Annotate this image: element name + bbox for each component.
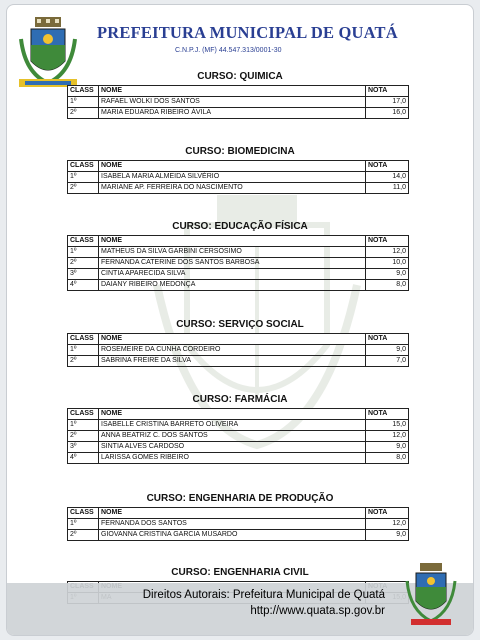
course-title: CURSO: EDUCAÇÃO FÍSICA [172,221,308,232]
cell-name: ROSEMEIRE DA CUNHA CORDEIRO [99,345,366,356]
header-name: NOME [99,508,366,519]
course-title: CURSO: SERVIÇO SOCIAL [176,319,304,330]
cell-name: MARIA EDUARDA RIBEIRO ÁVILA [99,108,366,119]
header-class: CLASS [68,161,99,172]
cell-grade: 9,0 [366,530,409,541]
cell-name: ANNA BEATRIZ C. DOS SANTOS [99,431,366,442]
cell-grade: 12,0 [366,519,409,530]
cell-class: 4º [68,280,99,291]
course-table [67,507,409,541]
cell-name: MARIANE AP. FERREIRA DO NASCIMENTO [99,183,366,194]
cell-name: ISABELLE CRISTINA BARRETO OLIVEIRA [99,420,366,431]
cell-class: 3º [68,442,99,453]
cell-grade: 12,0 [366,431,409,442]
cell-grade: 8,0 [366,453,409,464]
cell-name: FERNANDA DOS SANTOS [99,519,366,530]
course-table [67,160,409,194]
table-header-row [68,161,409,172]
table-row [68,453,409,464]
cell-name: CINTIA APARECIDA SILVA [99,269,366,280]
table-row [68,269,409,280]
cell-name: SINTIA ALVES CARDOSO [99,442,366,453]
table-row [68,97,409,108]
table-row [68,247,409,258]
course-title: CURSO: FARMÁCIA [192,394,288,405]
header-class: CLASS [68,508,99,519]
cell-grade: 9,0 [366,442,409,453]
cell-grade: 12,0 [366,247,409,258]
table-row [68,280,409,291]
cell-grade: 8,0 [366,280,409,291]
cell-class: 1º [68,172,99,183]
cell-name: FERNANDA CATERINE DOS SANTOS BARBOSA [99,258,366,269]
table-row [68,356,409,367]
table-header-row [68,86,409,97]
cell-grade: 14,0 [366,172,409,183]
copyright-text: Direitos Autorais: Prefeitura Municipal de Quatá [142,589,385,601]
cell-name: SABRINA FREIRE DA SILVA [99,356,366,367]
header-grade: NOTA [366,409,409,420]
footer-crest-logo [405,563,457,627]
cell-class: 2º [68,258,99,269]
course-title: CURSO: BIOMEDICINA [185,146,295,157]
cell-class: 2º [68,356,99,367]
course-table [67,408,409,464]
cell-name: MATHEUS DA SILVA GARBINI CERSOSIMO [99,247,366,258]
cell-name: ISABELA MARIA ALMEIDA SILVÉRIO [99,172,366,183]
table-row [68,108,409,119]
table-header-row [68,508,409,519]
table-row [68,431,409,442]
cell-class: 1º [68,345,99,356]
header-name: NOME [99,236,366,247]
table-row [68,258,409,269]
header-grade: NOTA [366,236,409,247]
cell-name: GIOVANNA CRISTINA GARCIA MUSARDO [99,530,366,541]
course-table [67,235,409,291]
course-title: CURSO: QUIMICA [197,71,283,82]
table-header-row [68,236,409,247]
table-header-row [68,409,409,420]
course-title: CURSO: ENGENHARIA CIVIL [171,567,309,578]
header-grade: NOTA [366,508,409,519]
table-row [68,442,409,453]
cell-class: 1º [68,519,99,530]
page-title: PREFEITURA MUNICIPAL DE QUATÁ [97,23,398,42]
header-class: CLASS [68,334,99,345]
header-grade: NOTA [366,161,409,172]
copyright-footer [7,583,473,635]
cell-name: RAFAEL WOLKI DOS SANTOS [99,97,366,108]
course-title: CURSO: ENGENHARIA DE PRODUÇÃO [146,493,334,504]
cnpj-subtitle: C.N.P.J. (MF) 44.547.313/0001-30 [175,47,282,54]
table-header-row [68,334,409,345]
table-row [68,345,409,356]
cell-class: 3º [68,269,99,280]
cell-class: 1º [68,97,99,108]
cell-grade: 15,0 [366,420,409,431]
header-grade: NOTA [366,86,409,97]
header-class: CLASS [68,409,99,420]
cell-grade: 7,0 [366,356,409,367]
cell-name: DAIANY RIBEIRO MEDONÇA [99,280,366,291]
course-table [67,85,409,119]
header-name: NOME [99,86,366,97]
document-page [6,4,474,636]
table-row [68,172,409,183]
table-row [68,420,409,431]
cell-class: 2º [68,431,99,442]
header-class: CLASS [68,236,99,247]
cell-grade: 11,0 [366,183,409,194]
cell-name: LARISSA GOMES RIBEIRO [99,453,366,464]
cell-class: 1º [68,247,99,258]
table-row [68,183,409,194]
cell-class: 1º [68,420,99,431]
cell-grade: 10,0 [366,258,409,269]
cell-class: 2º [68,183,99,194]
course-table [67,333,409,367]
header-name: NOME [99,161,366,172]
website-link[interactable]: http://www.quata.sp.gov.br [250,605,385,617]
header-name: NOME [99,334,366,345]
header-name: NOME [99,409,366,420]
cell-class: 2º [68,530,99,541]
cell-grade: 9,0 [366,345,409,356]
table-row [68,530,409,541]
cell-grade: 9,0 [366,269,409,280]
cell-class: 4º [68,453,99,464]
header-grade: NOTA [366,334,409,345]
cell-grade: 16,0 [366,108,409,119]
table-row [68,519,409,530]
cell-grade: 17,0 [366,97,409,108]
header-class: CLASS [68,86,99,97]
cell-class: 2º [68,108,99,119]
